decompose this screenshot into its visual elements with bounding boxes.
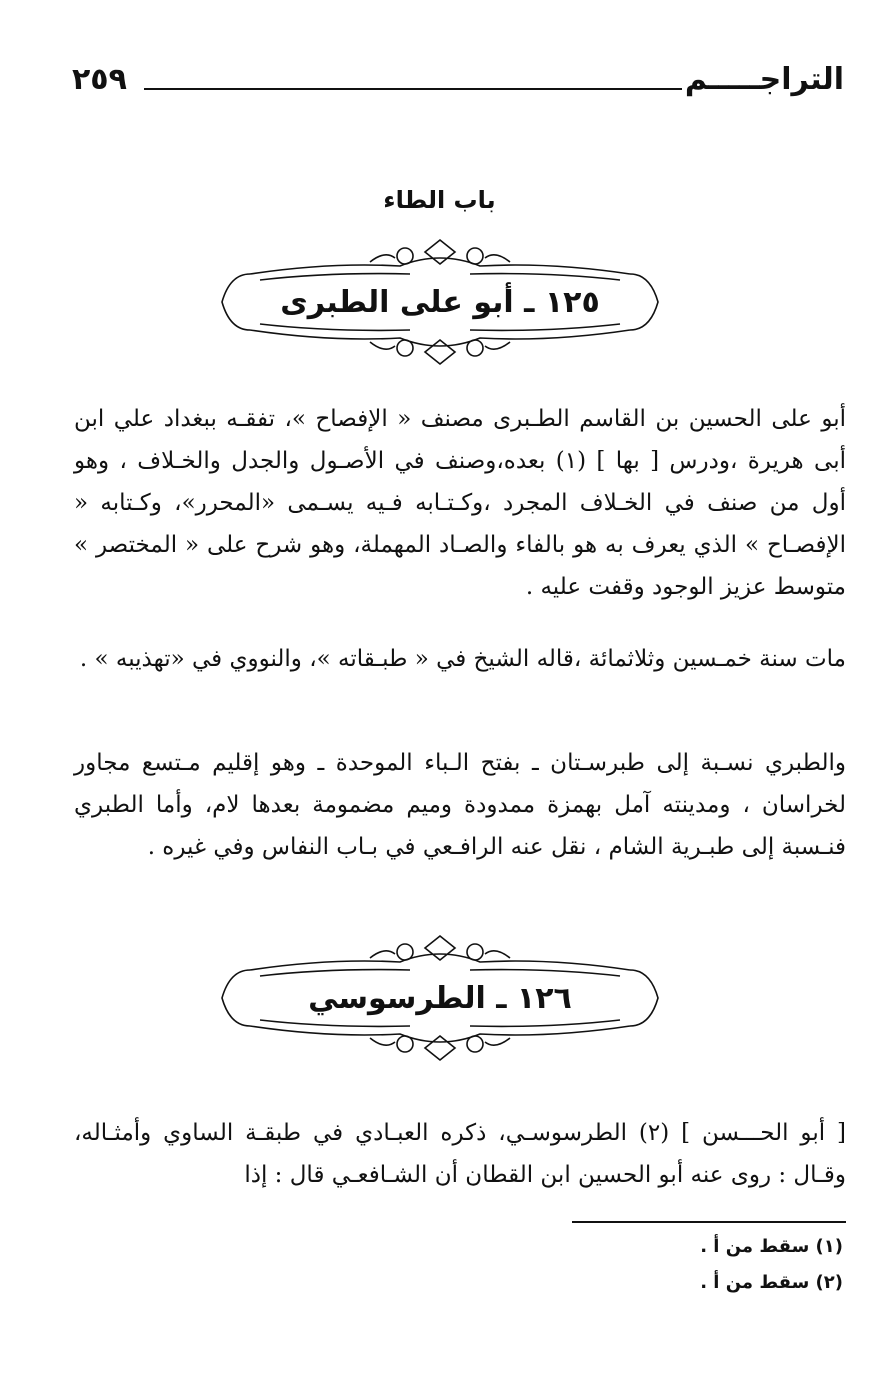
entry-125-paragraph-1: أبو على الحسين بن القاسم الطـبرى مصنف « الإفصاح »، تفقـه ببغداد علي ابن أبى هريرة ،ودرس [ بها ] (١) بعده،وصنف في الأصـول والجدل والخـلاف ، وهو أول من صنف في الخـلاف المجرد ،وكـتـابه فـيه يسـمى «المحرر»، وكـتابه « الإفصـاح » الذي يعرف به هو بالفاء والصـاد المهملة، وهو شرح على « المختصر » متوسط عزيز الوجود وقفت عليه . [74,406,846,600]
footnote-1: (١) سقط من أ . [700,1236,843,1257]
entry-125-paragraph-2: مات سنة خمـسين وثلاثمائة ،قاله الشيخ في « طبـقاته »، والنووي في «تهذيبه » . [79,646,846,672]
page-number: ٢٥٩ [72,62,127,97]
footnote-rule [572,1221,846,1223]
entry-126-paragraph-1: [ أبو الحـــسن ] (٢) الطرسوسـي، ذكره العبـادي في طبقـة الساوي وأمثـاله، وقـال : روى عنه أبو الحسين ابن القطان أن الشـافعـي قال : إذا [74,1120,846,1188]
entry-126-heading: ١٢٦ ـ الطرسوسي [308,980,572,1016]
header-rule [144,88,682,90]
footnote-2: (٢) سقط من أ . [700,1272,843,1293]
chapter-title: باب الطاء [383,186,496,214]
entry-125-paragraph-3: والطبري نسـبة إلى طبرسـتان ـ بفتح الـباء الموحدة ـ وهو إقليم مـتسع مجاور لخراسان ، ومدينته آمل بهمزة ممدودة وميم مضمومة بعدها لام، وأما الطبري فنـسبة إلى طبـرية الشام ، نقل عنه الرافـعي في بـاب النفاس وفي غيره . [74,750,846,860]
entry-125-heading: ١٢٥ ـ أبو على الطبرى [280,284,600,320]
running-header [72,62,844,106]
entry-125-frame [210,232,670,372]
running-title: التراجـــــم [684,62,844,97]
entry-126-frame [210,928,670,1068]
